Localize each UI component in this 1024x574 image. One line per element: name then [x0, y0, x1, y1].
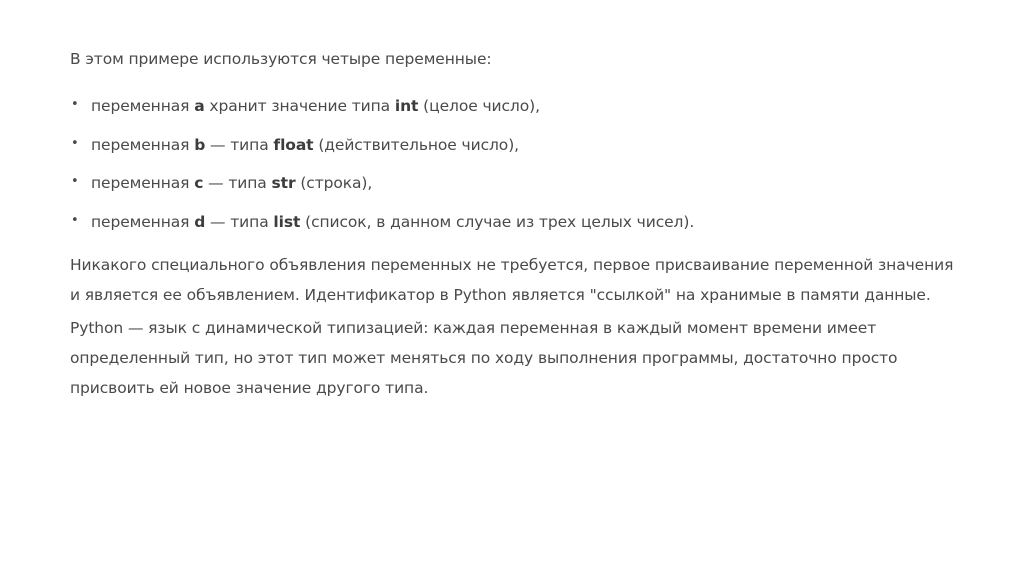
item-text: (целое число), [418, 97, 540, 115]
item-text: — типа [203, 174, 272, 192]
bullet-icon: • [71, 212, 79, 228]
item-text: переменная [91, 174, 195, 192]
list-item [70, 212, 1000, 232]
paragraph-line: присвоить ей новое значение другого типа. [70, 379, 429, 397]
paragraph-typing [70, 313, 1000, 403]
item-text: хранит значение типа [204, 97, 395, 115]
item-text: (действительное число), [313, 135, 519, 154]
type-name: list [273, 212, 301, 231]
variable-list [70, 96, 1000, 232]
list-item [70, 96, 1000, 116]
paragraph-line: определенный тип, но этот тип может меняться по ходу выполнения программы, достаточно просто [70, 349, 898, 367]
bullet-icon: • [71, 174, 79, 189]
item-text: переменная [91, 97, 195, 115]
list-item [70, 173, 1000, 193]
item-text: переменная [91, 212, 195, 231]
item-text: (список, в данном случае из трех целых чисел). [300, 212, 695, 231]
item-text: — типа [205, 212, 274, 231]
variable-name: d [194, 212, 206, 231]
bullet-icon: • [71, 97, 79, 112]
variable-name: a [194, 97, 205, 115]
type-name: int [394, 97, 419, 115]
type-name: float [273, 135, 314, 154]
paragraph-line: Никакого специального объявления переменных не требуется, первое присваивание переменной значения [70, 256, 954, 274]
paragraph-line: и является ее объявлением. Идентификатор в Python является "ссылкой" на хранимые в памяти данные. [70, 286, 931, 304]
item-text: переменная [91, 135, 195, 154]
document-body [70, 44, 1000, 403]
variable-name: b [194, 135, 206, 154]
paragraph-line: Python — язык с динамической типизацией: каждая переменная в каждый момент времени имеет [70, 319, 877, 337]
item-text: — типа [205, 135, 274, 154]
item-text: (строка), [295, 174, 373, 192]
list-item [70, 135, 1000, 155]
bullet-icon: • [71, 135, 79, 151]
paragraph-declaration [70, 250, 1000, 310]
intro-text: В этом примере используются четыре переменные: [70, 50, 492, 68]
variable-name: c [194, 174, 204, 192]
type-name: str [271, 174, 296, 192]
